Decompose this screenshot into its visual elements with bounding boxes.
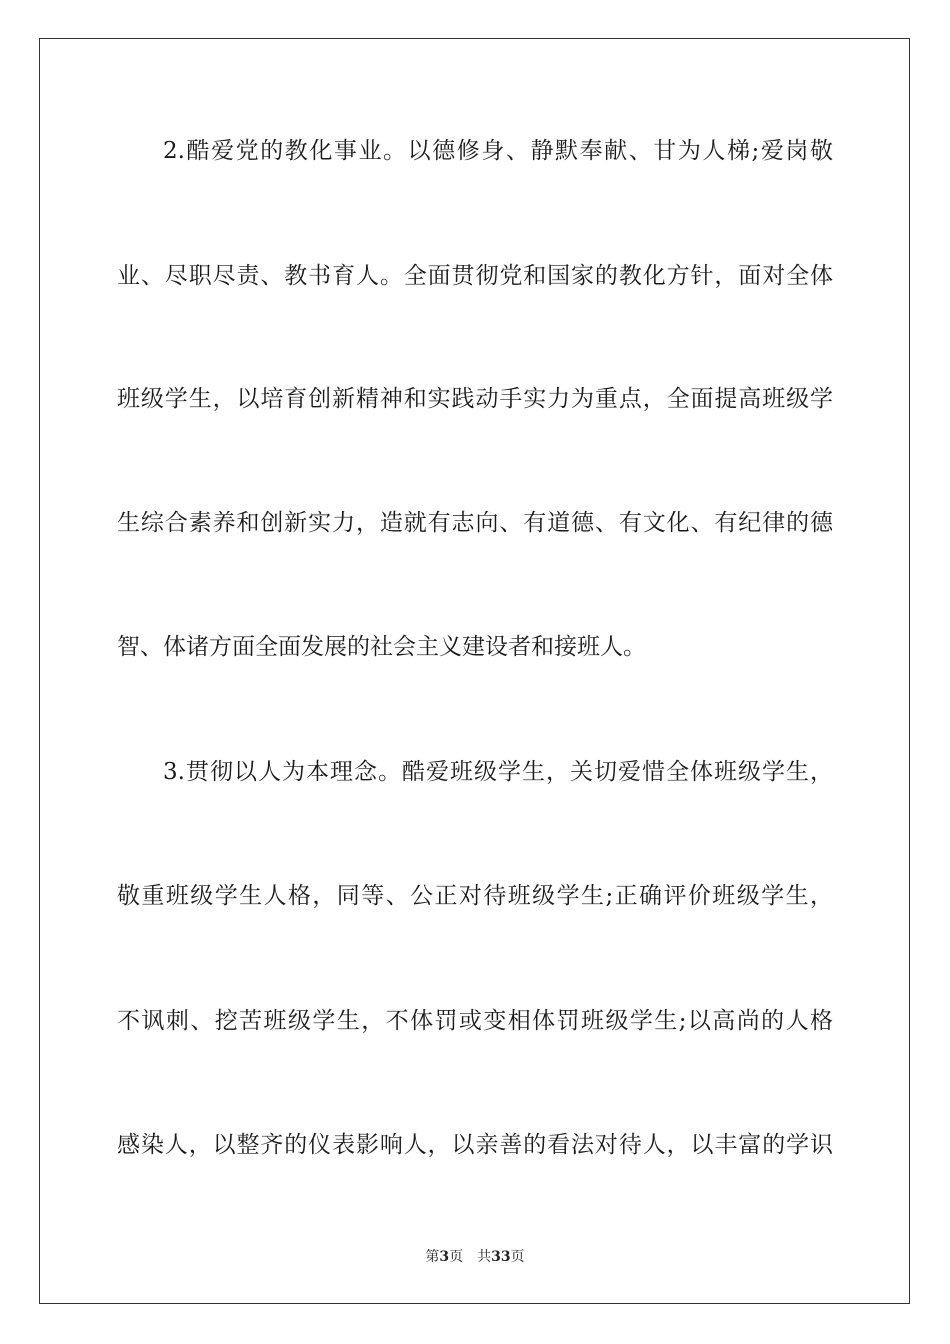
page-border [39, 38, 910, 1304]
footer-total-prefix: 共 [477, 1249, 492, 1265]
paragraph-3-line-2: 敬重班级学生人格，同等、公正对待班级学生;正确评价班级学生， [117, 883, 833, 909]
paragraph-3-line-1: 3.贯彻以人为本理念。酷爱班级学生，关切爱惜全体班级学生， [163, 759, 833, 785]
footer-page-suffix: 页 [449, 1249, 464, 1265]
paragraph-2-line-3: 班级学生，以培育创新精神和实践动手实力为重点，全面提高班级学 [117, 386, 833, 412]
paragraph-3-line-4: 感染人，以整齐的仪表影响人，以亲善的看法对待人，以丰富的学识 [117, 1132, 833, 1158]
current-page-number: 3 [439, 1249, 450, 1265]
footer-prefix: 第 [425, 1249, 440, 1265]
paragraph-2-line-2: 业、尽职尽责、教书育人。全面贯彻党和国家的教化方针，面对全体 [117, 263, 833, 289]
total-pages-number: 33 [491, 1249, 511, 1265]
paragraph-2-line-1: 2.酷爱党的教化事业。以德修身、静默奉献、甘为人梯;爱岗敬 [163, 138, 833, 164]
page-footer [0, 1247, 950, 1267]
footer-total-suffix: 页 [510, 1249, 525, 1265]
paragraph-2-line-5: 智、体诸方面全面发展的社会主义建设者和接班人。 [117, 634, 646, 660]
paragraph-2-line-4: 生综合素养和创新实力，造就有志向、有道德、有文化、有纪律的德 [117, 510, 833, 536]
paragraph-3-line-3: 不讽刺、挖苦班级学生，不体罚或变相体罚班级学生;以高尚的人格 [117, 1008, 833, 1034]
